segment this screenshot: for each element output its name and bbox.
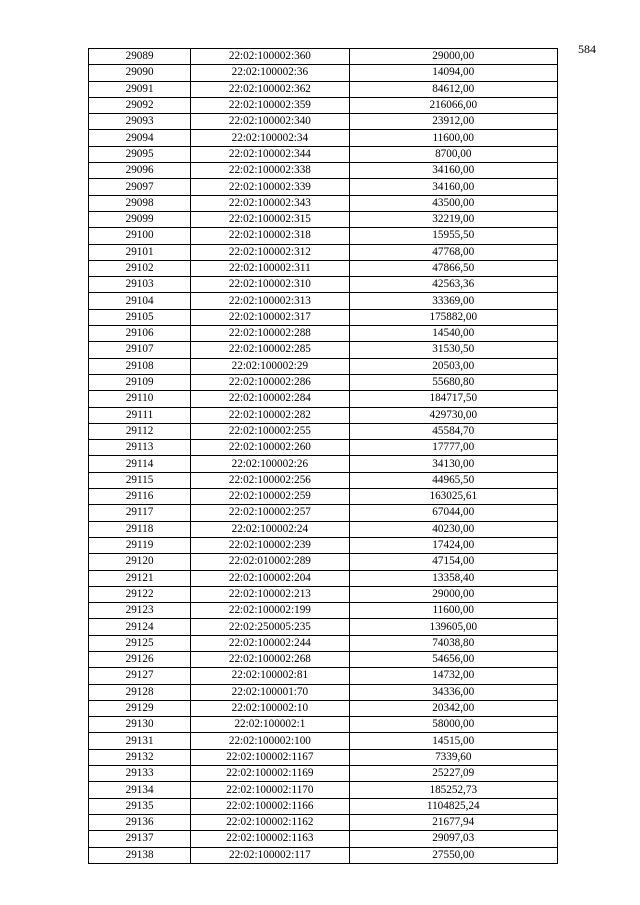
row-number-cell: 29127 xyxy=(89,668,191,684)
cadastral-number-cell: 22:02:100002:312 xyxy=(191,244,349,260)
row-number-cell: 29096 xyxy=(89,163,191,179)
table-row xyxy=(89,603,558,619)
cadastral-number-cell: 22:02:100002:26 xyxy=(191,456,349,472)
table-row xyxy=(89,456,558,472)
value-cell: 54656,00 xyxy=(349,651,557,667)
row-number-cell: 29100 xyxy=(89,228,191,244)
cadastral-number-cell: 22:02:100002:344 xyxy=(191,146,349,162)
cadastral-number-cell: 22:02:100002:315 xyxy=(191,211,349,227)
row-number-cell: 29098 xyxy=(89,195,191,211)
row-number-cell: 29093 xyxy=(89,114,191,130)
cadastral-number-cell: 22:02:100002:338 xyxy=(191,163,349,179)
value-cell: 34160,00 xyxy=(349,179,557,195)
cadastral-number-cell: 22:02:100002:268 xyxy=(191,651,349,667)
row-number-cell: 29109 xyxy=(89,374,191,390)
cadastral-number-cell: 22:02:100002:318 xyxy=(191,228,349,244)
cadastral-number-cell: 22:02:100002:199 xyxy=(191,603,349,619)
cadastral-number-cell: 22:02:100002:282 xyxy=(191,407,349,423)
row-number-cell: 29094 xyxy=(89,130,191,146)
value-cell: 17777,00 xyxy=(349,440,557,456)
cadastral-number-cell: 22:02:100002:1166 xyxy=(191,798,349,814)
value-cell: 14094,00 xyxy=(349,65,557,81)
value-cell: 43500,00 xyxy=(349,195,557,211)
row-number-cell: 29107 xyxy=(89,342,191,358)
cadastral-number-cell: 22:02:100002:362 xyxy=(191,81,349,97)
value-cell: 25227,09 xyxy=(349,766,557,782)
cadastral-number-cell: 22:02:100002:260 xyxy=(191,440,349,456)
cadastral-number-cell: 22:02:100002:339 xyxy=(191,179,349,195)
value-cell: 32219,00 xyxy=(349,211,557,227)
table-row xyxy=(89,130,558,146)
cadastral-number-cell: 22:02:250005:235 xyxy=(191,619,349,635)
row-number-cell: 29113 xyxy=(89,440,191,456)
table-row xyxy=(89,407,558,423)
table-row xyxy=(89,749,558,765)
table-row xyxy=(89,733,558,749)
table-body xyxy=(89,49,558,864)
row-number-cell: 29114 xyxy=(89,456,191,472)
row-number-cell: 29133 xyxy=(89,766,191,782)
row-number-cell: 29125 xyxy=(89,635,191,651)
row-number-cell: 29132 xyxy=(89,749,191,765)
table-row xyxy=(89,211,558,227)
cadastral-number-cell: 22:02:100002:1170 xyxy=(191,782,349,798)
row-number-cell: 29117 xyxy=(89,505,191,521)
row-number-cell: 29118 xyxy=(89,521,191,537)
cadastral-number-cell: 22:02:010002:289 xyxy=(191,554,349,570)
cadastral-number-cell: 22:02:100002:284 xyxy=(191,391,349,407)
row-number-cell: 29121 xyxy=(89,570,191,586)
cadastral-number-cell: 22:02:100002:36 xyxy=(191,65,349,81)
table-row xyxy=(89,277,558,293)
table-row xyxy=(89,847,558,863)
row-number-cell: 29123 xyxy=(89,603,191,619)
row-number-cell: 29110 xyxy=(89,391,191,407)
value-cell: 74038,80 xyxy=(349,635,557,651)
cadastral-value-table xyxy=(88,48,558,864)
table-row xyxy=(89,309,558,325)
table-row xyxy=(89,798,558,814)
row-number-cell: 29138 xyxy=(89,847,191,863)
cadastral-number-cell: 22:02:100002:1 xyxy=(191,717,349,733)
value-cell: 44965,50 xyxy=(349,472,557,488)
table-row xyxy=(89,521,558,537)
value-cell: 1104825,24 xyxy=(349,798,557,814)
cadastral-number-cell: 22:02:100002:1167 xyxy=(191,749,349,765)
table-row xyxy=(89,260,558,276)
table-row xyxy=(89,635,558,651)
cadastral-number-cell: 22:02:100002:81 xyxy=(191,668,349,684)
row-number-cell: 29120 xyxy=(89,554,191,570)
value-cell: 47154,00 xyxy=(349,554,557,570)
row-number-cell: 29105 xyxy=(89,309,191,325)
cadastral-number-cell: 22:02:100002:10 xyxy=(191,700,349,716)
cadastral-number-cell: 22:02:100002:1162 xyxy=(191,814,349,830)
row-number-cell: 29099 xyxy=(89,211,191,227)
value-cell: 29000,00 xyxy=(349,49,557,65)
row-number-cell: 29112 xyxy=(89,423,191,439)
value-cell: 11600,00 xyxy=(349,130,557,146)
row-number-cell: 29124 xyxy=(89,619,191,635)
value-cell: 29097,03 xyxy=(349,831,557,847)
table-row xyxy=(89,440,558,456)
table-row xyxy=(89,374,558,390)
cadastral-number-cell: 22:02:100002:1163 xyxy=(191,831,349,847)
row-number-cell: 29090 xyxy=(89,65,191,81)
table-row xyxy=(89,472,558,488)
table-row xyxy=(89,293,558,309)
row-number-cell: 29103 xyxy=(89,277,191,293)
row-number-cell: 29129 xyxy=(89,700,191,716)
value-cell: 184717,50 xyxy=(349,391,557,407)
table-row xyxy=(89,537,558,553)
cadastral-number-cell: 22:02:100002:311 xyxy=(191,260,349,276)
row-number-cell: 29108 xyxy=(89,358,191,374)
cadastral-number-cell: 22:02:100002:34 xyxy=(191,130,349,146)
table-row xyxy=(89,326,558,342)
value-cell: 33369,00 xyxy=(349,293,557,309)
table-row xyxy=(89,49,558,65)
table-row xyxy=(89,554,558,570)
value-cell: 27550,00 xyxy=(349,847,557,863)
row-number-cell: 29106 xyxy=(89,326,191,342)
value-cell: 7339,60 xyxy=(349,749,557,765)
row-number-cell: 29135 xyxy=(89,798,191,814)
value-cell: 58000,00 xyxy=(349,717,557,733)
cadastral-number-cell: 22:02:100002:256 xyxy=(191,472,349,488)
table-row xyxy=(89,619,558,635)
cadastral-number-cell: 22:02:100002:255 xyxy=(191,423,349,439)
table-row xyxy=(89,651,558,667)
table-row xyxy=(89,489,558,505)
value-cell: 34336,00 xyxy=(349,684,557,700)
cadastral-number-cell: 22:02:100002:360 xyxy=(191,49,349,65)
value-cell: 55680,80 xyxy=(349,374,557,390)
value-cell: 175882,00 xyxy=(349,309,557,325)
value-cell: 21677,94 xyxy=(349,814,557,830)
row-number-cell: 29092 xyxy=(89,97,191,113)
cadastral-number-cell: 22:02:100002:244 xyxy=(191,635,349,651)
table-row xyxy=(89,505,558,521)
cadastral-number-cell: 22:02:100002:257 xyxy=(191,505,349,521)
value-cell: 47866,50 xyxy=(349,260,557,276)
value-cell: 11600,00 xyxy=(349,603,557,619)
cadastral-number-cell: 22:02:100002:285 xyxy=(191,342,349,358)
value-cell: 45584,70 xyxy=(349,423,557,439)
table-row xyxy=(89,831,558,847)
table-row xyxy=(89,391,558,407)
row-number-cell: 29136 xyxy=(89,814,191,830)
value-cell: 23912,00 xyxy=(349,114,557,130)
table-row xyxy=(89,684,558,700)
table-row xyxy=(89,81,558,97)
cadastral-number-cell: 22:02:100002:204 xyxy=(191,570,349,586)
table-row xyxy=(89,700,558,716)
value-cell: 14732,00 xyxy=(349,668,557,684)
table-row xyxy=(89,814,558,830)
table-row xyxy=(89,358,558,374)
value-cell: 216066,00 xyxy=(349,97,557,113)
cadastral-number-cell: 22:02:100002:359 xyxy=(191,97,349,113)
cadastral-number-cell: 22:02:100001:70 xyxy=(191,684,349,700)
row-number-cell: 29102 xyxy=(89,260,191,276)
value-cell: 17424,00 xyxy=(349,537,557,553)
value-cell: 42563,36 xyxy=(349,277,557,293)
cadastral-number-cell: 22:02:100002:310 xyxy=(191,277,349,293)
value-cell: 13358,40 xyxy=(349,570,557,586)
row-number-cell: 29091 xyxy=(89,81,191,97)
value-cell: 139605,00 xyxy=(349,619,557,635)
cadastral-number-cell: 22:02:100002:340 xyxy=(191,114,349,130)
row-number-cell: 29115 xyxy=(89,472,191,488)
value-cell: 29000,00 xyxy=(349,586,557,602)
table-row xyxy=(89,228,558,244)
table-row xyxy=(89,163,558,179)
table-row xyxy=(89,195,558,211)
value-cell: 14540,00 xyxy=(349,326,557,342)
cadastral-number-cell: 22:02:100002:317 xyxy=(191,309,349,325)
table-row xyxy=(89,423,558,439)
table-row xyxy=(89,97,558,113)
value-cell: 20342,00 xyxy=(349,700,557,716)
value-cell: 8700,00 xyxy=(349,146,557,162)
cadastral-number-cell: 22:02:100002:213 xyxy=(191,586,349,602)
value-cell: 84612,00 xyxy=(349,81,557,97)
cadastral-number-cell: 22:02:100002:343 xyxy=(191,195,349,211)
table-row xyxy=(89,342,558,358)
value-cell: 163025,61 xyxy=(349,489,557,505)
table-row xyxy=(89,179,558,195)
value-cell: 185252,73 xyxy=(349,782,557,798)
value-cell: 34130,00 xyxy=(349,456,557,472)
cadastral-number-cell: 22:02:100002:100 xyxy=(191,733,349,749)
cadastral-number-cell: 22:02:100002:1169 xyxy=(191,766,349,782)
row-number-cell: 29128 xyxy=(89,684,191,700)
cadastral-number-cell: 22:02:100002:239 xyxy=(191,537,349,553)
table-row xyxy=(89,146,558,162)
cadastral-number-cell: 22:02:100002:259 xyxy=(191,489,349,505)
cadastral-number-cell: 22:02:100002:24 xyxy=(191,521,349,537)
row-number-cell: 29126 xyxy=(89,651,191,667)
value-cell: 20503,00 xyxy=(349,358,557,374)
row-number-cell: 29089 xyxy=(89,49,191,65)
row-number-cell: 29131 xyxy=(89,733,191,749)
row-number-cell: 29104 xyxy=(89,293,191,309)
page-number: 584 xyxy=(578,42,596,56)
row-number-cell: 29116 xyxy=(89,489,191,505)
cadastral-number-cell: 22:02:100002:29 xyxy=(191,358,349,374)
cadastral-number-cell: 22:02:100002:313 xyxy=(191,293,349,309)
row-number-cell: 29095 xyxy=(89,146,191,162)
row-number-cell: 29134 xyxy=(89,782,191,798)
value-cell: 40230,00 xyxy=(349,521,557,537)
cadastral-number-cell: 22:02:100002:286 xyxy=(191,374,349,390)
table-row xyxy=(89,570,558,586)
value-cell: 15955,50 xyxy=(349,228,557,244)
value-cell: 14515,00 xyxy=(349,733,557,749)
value-cell: 31530,50 xyxy=(349,342,557,358)
row-number-cell: 29101 xyxy=(89,244,191,260)
table-row xyxy=(89,65,558,81)
value-cell: 34160,00 xyxy=(349,163,557,179)
row-number-cell: 29097 xyxy=(89,179,191,195)
cadastral-number-cell: 22:02:100002:288 xyxy=(191,326,349,342)
cadastral-number-cell: 22:02:100002:117 xyxy=(191,847,349,863)
table-row xyxy=(89,586,558,602)
table-row xyxy=(89,717,558,733)
row-number-cell: 29122 xyxy=(89,586,191,602)
row-number-cell: 29119 xyxy=(89,537,191,553)
value-cell: 429730,00 xyxy=(349,407,557,423)
value-cell: 67044,00 xyxy=(349,505,557,521)
table-row xyxy=(89,114,558,130)
row-number-cell: 29130 xyxy=(89,717,191,733)
table-row xyxy=(89,244,558,260)
table-row xyxy=(89,766,558,782)
row-number-cell: 29111 xyxy=(89,407,191,423)
table-row xyxy=(89,668,558,684)
table-row xyxy=(89,782,558,798)
row-number-cell: 29137 xyxy=(89,831,191,847)
value-cell: 47768,00 xyxy=(349,244,557,260)
